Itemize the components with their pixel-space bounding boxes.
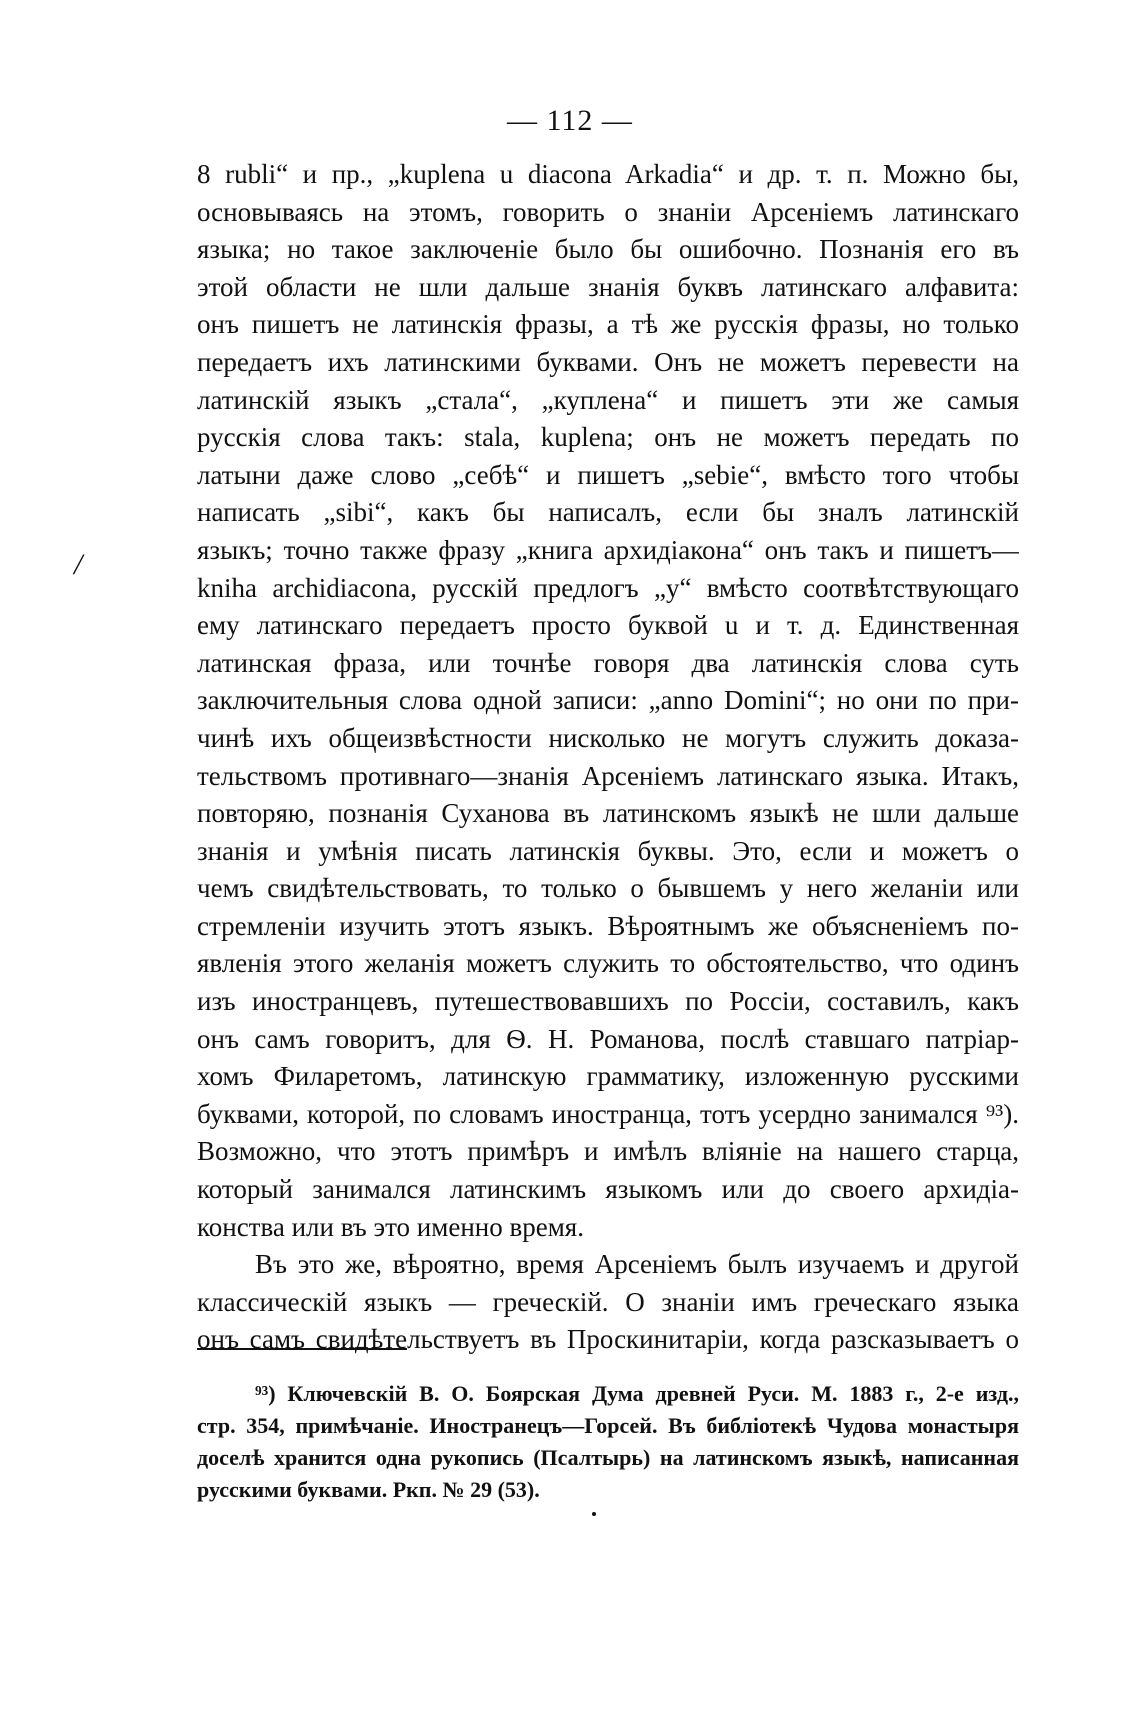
text-line: явленія этого желанія можетъ служить то обстоятельство, что одинъ [197, 948, 1019, 979]
text-line: онъ самъ свидѣтельствуетъ въ Проскинитаріи, когда разсказываетъ о [197, 1324, 1019, 1355]
text-line: языкъ; точно также фразу „книга архидіакона“ онъ такъ и пишетъ— [197, 534, 1019, 565]
text-line: повторяю, познанія Суханова въ латинскомъ языкѣ не шли дальше [197, 798, 1019, 829]
text-line: буквами, которой, по словамъ иностранца, тотъ усердно занимался ⁹³). [197, 1098, 1019, 1129]
text-line: Въ это же, вѣроятно, время Арсеніемъ былъ изучаемъ и другой [255, 1249, 1019, 1280]
footnote-line: доселѣ хранится одна рукопись (Псалтырь) на латинскомъ языкѣ, написанная [197, 1445, 1019, 1470]
text-line: заключительныя слова одной записи: „anno Domini“; но они по при- [197, 685, 1019, 716]
text-line: основываясь на этомъ, говорить о знаніи Арсеніемъ латинскаго [197, 196, 1019, 227]
text-line: ему латинскаго передаетъ просто буквой u и т. д. Единственная [197, 610, 1019, 641]
text-line: чинѣ ихъ общеизвѣстности нисколько не могутъ служить доказа- [197, 722, 1019, 753]
text-line: латинскій языкъ „стала“, „куплена“ и пишетъ эти же самыя [197, 384, 1019, 415]
footnote-line: русскими буквами. Ркп. № 29 (53). [197, 1477, 540, 1502]
footnote-line: ⁹³) Ключевскій В. О. Боярская Дума древней Руси. М. 1883 г., 2-е изд., [255, 1381, 1019, 1406]
text-line: классическій языкъ — греческій. О знаніи имъ греческаго языка [197, 1286, 1019, 1317]
text-line: латыни даже слово „себѣ“ и пишетъ „sebie“, вмѣсто того чтобы [197, 459, 1019, 490]
text-line: написать „sibi“, какъ бы написалъ, если бы зналъ латинскій [197, 497, 1019, 528]
footnote-divider [197, 1348, 407, 1350]
footnote-line: стр. 354, примѣчаніе. Иностранецъ—Горсей. Въ библіотекѣ Чудова монастыря [197, 1413, 1019, 1438]
body-text [197, 156, 1019, 1359]
margin-mark: / [74, 548, 83, 581]
text-line: языка; но такое заключеніе было бы ошибочно. Познанія его въ [197, 234, 1019, 265]
text-line: онъ пишетъ не латинскія фразы, а тѣ же русскія фразы, но только [197, 309, 1019, 340]
text-line: изъ иностранцевъ, путешествовавшихъ по Россіи, составилъ, какъ [197, 986, 1019, 1017]
text-line: латинская фраза, или точнѣе говоря два латинскія слова суть [197, 647, 1019, 678]
footnotes [197, 1378, 1019, 1506]
text-line: хомъ Филаретомъ, латинскую грамматику, изложенную русскими [197, 1061, 1019, 1092]
text-line: конства или въ это именно время. [197, 1211, 584, 1242]
text-line: Возможно, что этотъ примѣръ и имѣлъ вліяніе на нашего старца, [197, 1136, 1019, 1167]
text-line: kniha archidiacona, русскій предлогъ „у“ вмѣсто соотвѣтствующаго [197, 572, 1019, 603]
text-line: этой области не шли дальше знанія буквъ латинскаго алфавита: [197, 271, 1019, 302]
text-line: русскія слова такъ: stala, kuplena; онъ не можетъ передать по [197, 422, 1019, 453]
print-speck [592, 1512, 596, 1516]
page-number: — 112 — [507, 104, 633, 137]
text-line: тельствомъ противнаго—знанія Арсеніемъ латинскаго языка. Итакъ, [197, 760, 1019, 791]
text-line: стремленіи изучить этотъ языкъ. Вѣроятнымъ же объясненіемъ по- [197, 910, 1019, 941]
text-line: знанія и умѣнія писать латинскія буквы. Это, если и можетъ о [197, 835, 1019, 866]
text-line: чемъ свидѣтельствовать, то только о бывшемъ у него желаніи или [197, 873, 1019, 904]
text-line: который занимался латинскимъ языкомъ или до своего архидіа- [197, 1174, 1019, 1205]
text-line: 8 rubli“ и пр., „kuplena u diacona Arkadia“ и др. т. п. Можно бы, [197, 159, 1019, 189]
text-line: онъ самъ говоритъ, для Ѳ. Н. Романова, послѣ ставшаго патріар- [197, 1023, 1019, 1054]
text-line: передаетъ ихъ латинскими буквами. Онъ не можетъ перевести на [197, 346, 1019, 377]
